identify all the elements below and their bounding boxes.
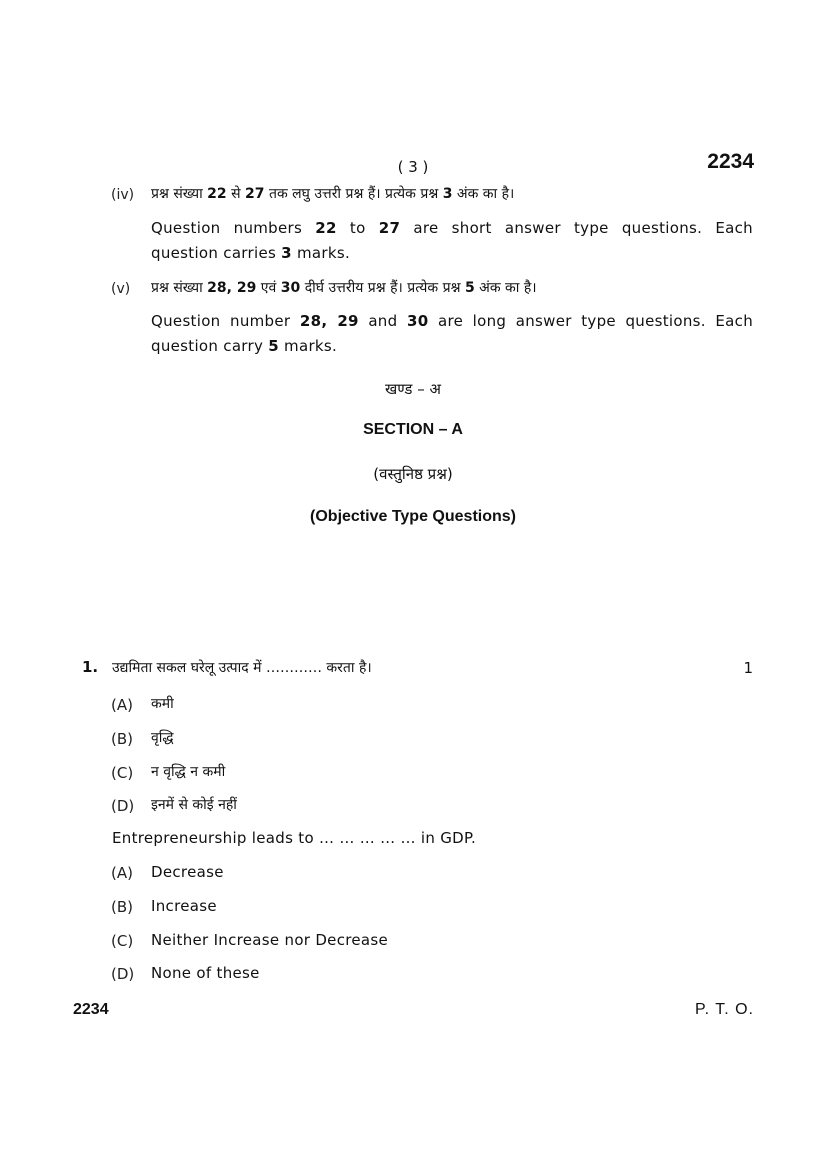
- section-subtitle-hindi: (वस्तुनिष्ठ प्रश्न): [373, 465, 453, 483]
- instruction-english-line2: question carries 3 marks.: [151, 244, 351, 262]
- question-marks: 1: [743, 659, 753, 677]
- option-text-english: None of these: [151, 964, 260, 982]
- question-text-english: Entrepreneurship leads to … … … … … in GDP.: [112, 829, 477, 847]
- instruction-number: (v): [111, 281, 131, 297]
- paper-code-top: 2234: [707, 150, 754, 173]
- section-subtitle-english: (Objective Type Questions): [310, 508, 516, 525]
- option-text-hindi: न वृद्धि न कमी: [151, 764, 226, 780]
- option-letter: (A): [111, 864, 133, 882]
- instruction-hindi: प्रश्न संख्या 28, 29 एवं 30 दीर्घ उत्तरीय प्रश्न हैं। प्रत्येक प्रश्न 5 अंक का है।: [151, 280, 537, 296]
- option-text-english: Decrease: [151, 863, 224, 881]
- option-text-hindi: कमी: [151, 696, 174, 712]
- page-number: ( 3 ): [397, 158, 429, 176]
- option-text-english: Neither Increase nor Decrease: [151, 931, 389, 949]
- option-letter: (D): [111, 797, 135, 815]
- paper-code-footer: 2234: [73, 1001, 109, 1018]
- option-text-hindi: वृद्धि: [151, 730, 174, 746]
- section-title-english: SECTION – A: [363, 421, 463, 438]
- instruction-hindi: प्रश्न संख्या 22 से 27 तक लघु उत्तरी प्रश्न हैं। प्रत्येक प्रश्न 3 अंक का है।: [151, 186, 515, 202]
- option-letter: (B): [111, 898, 133, 916]
- pto-label: P. T. O.: [695, 1001, 754, 1018]
- question-number: 1.: [82, 658, 99, 676]
- option-letter: (B): [111, 730, 133, 748]
- option-letter: (D): [111, 965, 135, 983]
- option-letter: (C): [111, 764, 134, 782]
- option-text-hindi: इनमें से कोई नहीं: [151, 797, 237, 813]
- option-letter: (A): [111, 696, 133, 714]
- instruction-english-line1: Question number 28, 29 and 30 are long answer type questions. Each: [151, 312, 753, 330]
- question-text-hindi: उद्यमिता सकल घरेलू उत्पाद में ………… करता है।: [112, 660, 372, 676]
- option-letter: (C): [111, 932, 134, 950]
- instruction-number: (iv): [111, 187, 135, 203]
- instruction-english-line1: Question numbers 22 to 27 are short answer type questions. Each: [151, 219, 753, 237]
- option-text-english: Increase: [151, 897, 217, 915]
- section-title-hindi: खण्ड – अ: [385, 380, 441, 398]
- instruction-english-line2: question carry 5 marks.: [151, 337, 338, 355]
